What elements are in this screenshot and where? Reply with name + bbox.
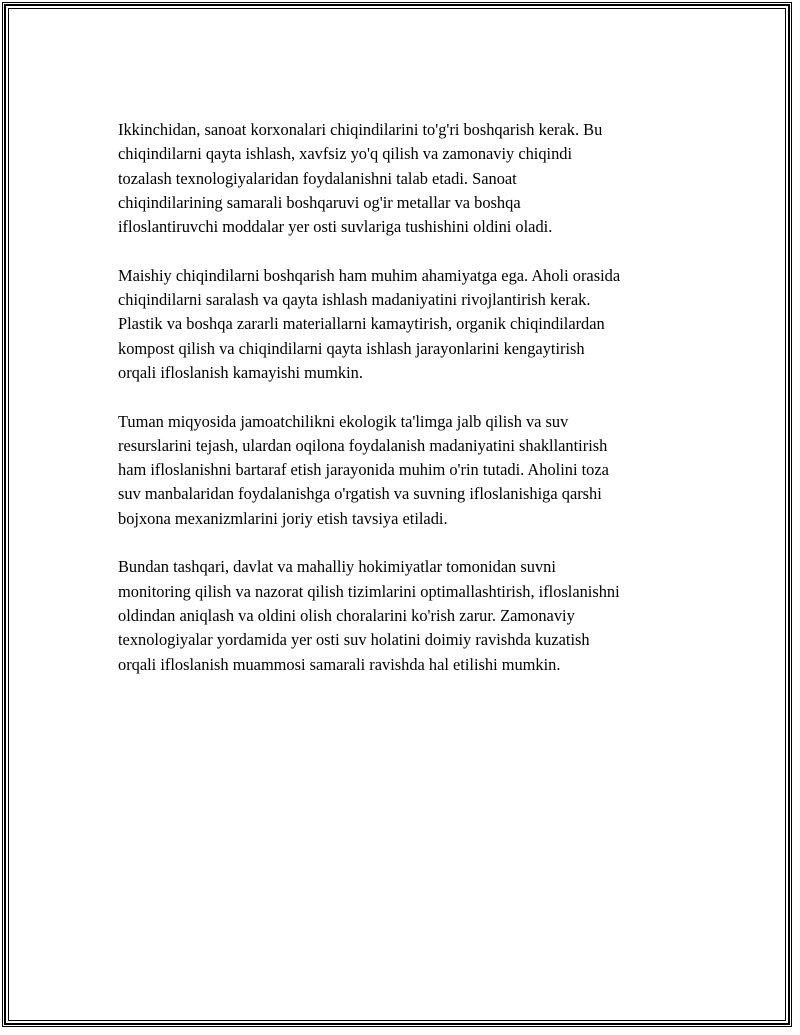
paragraph-2: Maishiy chiqindilarni boshqarish ham muhim ahamiyatga ega. Aholi orasida chiqindilarni saralash va qayta ishlash madaniyatini rivojlantirish kerak. Plastik va boshqa zararli materiallarni kamaytirish, organik chiqindilardan kompost qilish va chiqindilarni qayta ishlash jarayonlarini kengaytirish orqali ifloslanish kamayishi mumkin. [118,265,621,382]
paragraph-3: Tuman miqyosida jamoatchilikni ekologik ta'limga jalb qilish va suv resurslarini tejash, ulardan oqilona foydalanish madaniyatini shakllantirish ham ifloslanishni bartaraf etish jarayonida muhim o'rin tutadi. Aholini toza suv manbalaridan foydalanishga o'rgatish va suvning ifloslanishiga qarshi bojxona mexanizmlarini joriy etish tavsiya etiladi. [118,411,609,528]
paragraph-1: Ikkinchidan, sanoat korxonalari chiqindilarini to'g'ri boshqarish kerak. Bu chiqindilarni qayta ishlash, xavfsiz yo'q qilish va zamonaviy chiqindi tozalash texnologiyalaridan foydalanishni talab etadi. Sanoat chiqindilarining samarali boshqaruvi og'ir metallar va boshqa ifloslantiruvchi moddalar yer osti suvlariga tushishini oldini oladi. [118,120,603,237]
document-body [118,118,698,701]
paragraph-4: Bundan tashqari, davlat va mahalliy hokimiyatlar tomonidan suvni monitoring qilish va nazorat qilish tizimlarini optimallashtirish, ifloslanishni oldindan aniqlash va oldini olish choralarini ko'rish zarur. Zamonaviy texnologiyalar yordamida yer osti suv holatini doimiy ravishda kuzatish orqali ifloslanish muammosi samarali ravishda hal etilishi mumkin. [118,557,620,674]
